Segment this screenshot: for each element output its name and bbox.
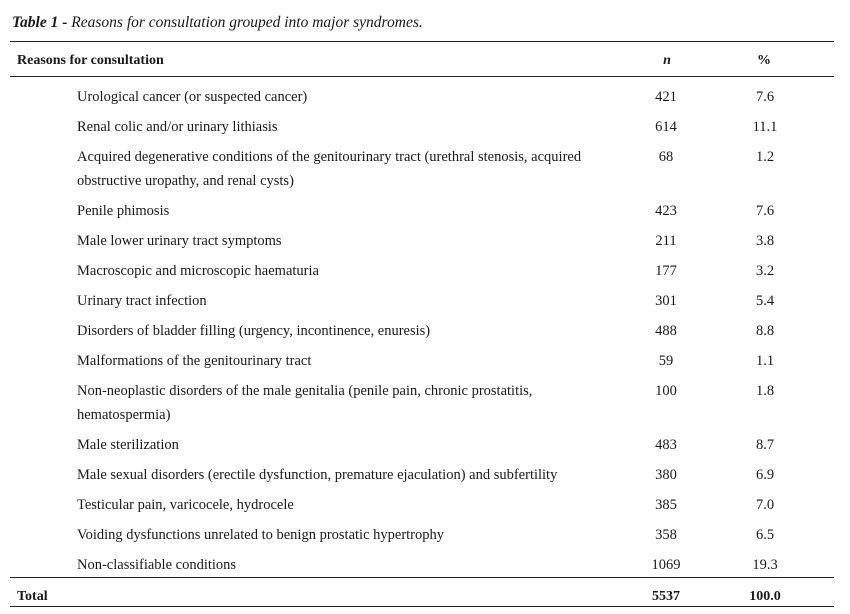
row-percent: 6.9 [755,467,775,483]
row-n: 614 [655,119,677,135]
table-caption-text: Reasons for consultation grouped into major syndromes. [67,14,423,31]
column-header-percent: % [757,53,771,68]
row-n: 59 [658,353,674,369]
row-percent: 8.7 [755,437,775,453]
row-percent: 7.6 [755,89,775,105]
row-reason: Male lower urinary tract symptoms [77,233,282,249]
row-n: 488 [655,323,677,339]
row-percent: 7.0 [755,497,775,513]
row-reason: Urinary tract infection [77,293,207,309]
row-percent: 5.4 [755,293,775,309]
table-top-rule [10,41,834,42]
total-percent: 100.0 [749,589,781,604]
row-percent: 7.6 [755,203,775,219]
table-caption [12,14,423,32]
row-n: 380 [655,467,677,483]
table-caption-label: Table 1 - [12,14,68,31]
row-reason: Renal colic and/or urinary lithiasis [77,119,278,135]
row-n: 177 [655,263,677,279]
row-percent: 3.2 [755,263,775,279]
table-bottom-rule [10,606,834,607]
row-percent: 19.3 [752,557,778,573]
row-percent: 6.5 [755,527,775,543]
column-header-reason: Reasons for consultation [17,53,164,68]
row-reason: Penile phimosis [77,203,170,219]
row-reason: Testicular pain, varicocele, hydrocele [77,497,294,513]
row-n: 385 [655,497,677,513]
row-percent: 3.8 [755,233,775,249]
table-total-rule [10,577,834,578]
total-label: Total [17,589,48,604]
row-reason: Male sexual disorders (erectile dysfunction, premature ejaculation) and subfertility [77,467,558,483]
row-n: 1069 [651,557,681,573]
row-n: 68 [658,149,674,165]
row-n: 211 [655,233,677,249]
row-reason: Disorders of bladder filling (urgency, incontinence, enuresis) [77,323,431,339]
table-header-rule [10,76,834,77]
row-reason: Malformations of the genitourinary tract [77,353,312,369]
row-n: 358 [655,527,677,543]
row-percent: 1.2 [755,149,775,165]
row-n: 100 [655,383,677,399]
row-reason: Acquired degenerative conditions of the genitourinary tract (urethral stenosis, acquired obstructive uropathy, and renal cysts) [77,149,582,189]
row-n: 483 [655,437,677,453]
total-n: 5537 [652,589,680,604]
row-reason: Urological cancer (or suspected cancer) [77,89,308,105]
row-reason: Non-neoplastic disorders of the male genitalia (penile pain, chronic prostatitis, hematospermia) [77,383,533,423]
row-percent: 1.8 [755,383,775,399]
row-percent: 11.1 [752,119,778,135]
column-header-n: n [663,53,671,68]
row-reason: Non-classifiable conditions [77,557,237,573]
row-reason: Macroscopic and microscopic haematuria [77,263,319,279]
row-n: 301 [655,293,677,309]
row-percent: 8.8 [755,323,775,339]
row-reason: Voiding dysfunctions unrelated to benign prostatic hypertrophy [77,527,445,543]
row-n: 421 [655,89,677,105]
row-n: 423 [655,203,677,219]
row-percent: 1.1 [755,353,775,369]
row-reason: Male sterilization [77,437,179,453]
